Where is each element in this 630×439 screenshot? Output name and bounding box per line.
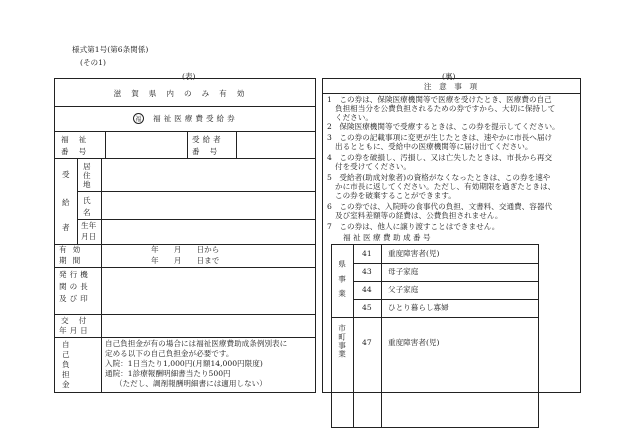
note-3: 3 この券の記載事項に変更が生じたときは、速やかに市長へ届け: [327, 133, 553, 142]
note-3-line-2: 出るとともに、受給中の医療機関等に届け出てください。: [335, 142, 533, 151]
code-47-name: 重度障害者(児): [388, 338, 440, 347]
copay-label-4: 担: [62, 370, 70, 379]
back-label: (裏): [442, 72, 456, 81]
birth-label-2: 月日: [81, 232, 97, 241]
front-label: (表): [182, 72, 196, 81]
code-45-name: ひとり暮らし寡婦: [388, 303, 449, 312]
code-41: 41: [362, 249, 372, 258]
address-label-3: 地: [83, 180, 91, 189]
code-43: 43: [362, 267, 372, 276]
validity-title: 滋賀県内のみ有効: [113, 89, 255, 98]
code-47: 47: [362, 338, 372, 347]
code-44: 44: [362, 285, 372, 294]
address-label-1: 居: [83, 162, 91, 171]
prefecture-label: 県事業: [337, 260, 347, 304]
divider: [55, 131, 315, 132]
birth-label-1: 生年: [81, 221, 97, 230]
issuer-label-3: 及び印: [59, 294, 91, 303]
issue-date-label: 交付: [61, 316, 97, 325]
copay-label-5: 金: [62, 380, 70, 389]
name-label-2: 名: [83, 208, 91, 217]
note-5-line-2: かに市長に返してください。ただし、有効期限を過ぎたときは、: [335, 182, 556, 191]
copay-label-1: 自: [62, 340, 70, 349]
code-45: 45: [362, 303, 372, 312]
issuer-label-2: 関の長: [59, 282, 91, 291]
address-label-2: 住: [83, 171, 91, 180]
copay-text-3: 入院：1日当たり1,000円(月額14,000円限度): [105, 359, 263, 368]
note-1-line-2: 負担相当分を公費負担されるための券ですから、大切に保持して: [335, 104, 556, 113]
copay-text-2: 定める以下の自己負担金が必要です。: [105, 349, 234, 358]
form-part: (その1): [80, 58, 106, 67]
front-card: [54, 78, 316, 393]
note-1-line-3: ください。: [335, 113, 373, 122]
code-41-name: 重度障害者(児): [388, 249, 440, 258]
issue-date-label-2: 年月日: [59, 326, 91, 335]
recipient-label-1: 受: [62, 170, 70, 179]
validity-to: 年 月 日まで: [151, 256, 220, 265]
welfare-seal-icon: 福: [133, 113, 144, 124]
recipient-number-label-2: 番号: [192, 147, 228, 156]
note-6-line-2: 及び室料差額等の経費は、公費負担されません。: [335, 211, 503, 220]
name-label-1: 氏: [83, 196, 91, 205]
copay-text-1: 自己負担金が有の場合には福祉医療費助成条例別表に: [105, 339, 288, 348]
note-7: 7 この券は、他人に譲り渡すことはできません。: [327, 222, 500, 231]
welfare-number-label: 福祉: [61, 135, 97, 144]
validity-label: 有効: [59, 245, 87, 254]
copay-label-3: 負: [62, 360, 70, 369]
recipient-label-2: 給: [62, 198, 70, 207]
recipient-number-label: 受給者: [192, 135, 224, 144]
copay-text-4: 通院：1診療報酬明細書当たり500円: [105, 369, 231, 378]
note-4-line-2: 付を受けてください。: [335, 162, 411, 171]
note-5: 5 受給者(助成対象者)の資格がなくなったときは、この券を速や: [327, 173, 551, 182]
note-6: 6 この券では、入院時の食事代の負担、文書料、交通費、容器代: [327, 202, 553, 211]
back-card: [322, 78, 581, 393]
copay-label-2: 己: [62, 350, 70, 359]
welfare-code-table: [331, 244, 541, 429]
code-44-name: 父子家庭: [388, 285, 419, 294]
card-subtitle: 福祉医療費受給券: [153, 114, 238, 123]
validity-label-2: 期間: [59, 256, 87, 265]
note-5-line-3: この券を破棄することができます。: [335, 191, 456, 200]
copay-text-5: （ただし、調剤報酬明細書には適用しない）: [115, 379, 267, 388]
city-label: 市町事業: [337, 324, 347, 359]
note-4: 4 この券を破損し、汚損し、又は亡失したときは、市長から再交: [327, 153, 553, 162]
note-1: 1 この券は、保険医療機関等で医療を受けたとき、医療費の自己: [327, 95, 552, 104]
recipient-label-3: 者: [62, 223, 70, 232]
welfare-number-label-2: 番号: [61, 147, 97, 156]
note-2: 2 保険医療機関等で受療するときは、この券を提示してください。: [327, 122, 560, 131]
form-number: 様式第1号(第6条関係): [72, 45, 149, 54]
notes-title: 注 意 事 項: [423, 82, 478, 91]
divider: [55, 106, 315, 107]
code-43-name: 母子家庭: [388, 267, 419, 276]
table-title: 福 祉 医 療 費 助 成 番 号: [343, 233, 431, 242]
validity-from: 年 月 日から: [151, 245, 220, 254]
issuer-label-1: 発行機: [59, 270, 91, 279]
